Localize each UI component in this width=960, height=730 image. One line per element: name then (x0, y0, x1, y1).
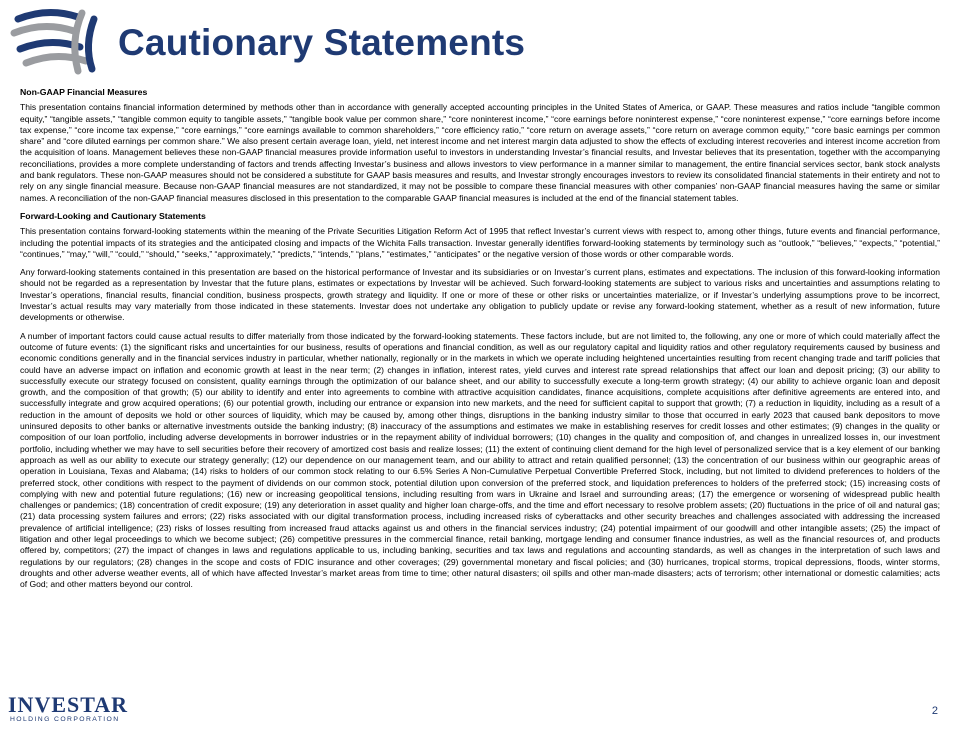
paragraph-non-gaap: This presentation contains financial information determined by methods other than in accordance with generally accepted accounting principles in the United States of America, or GAAP. These measures and ratios include “tangible common equity,” “tangible assets,” “tangible common equity to tangible assets,” “tangible book value per common share,” “core noninterest income,” “core earnings before noninterest expense,” “core noninterest expense,” “core earnings before income tax expense,” “core income tax expense,” “core earnings,” “core earnings available to common shareholders,” “core efficiency ratio,” “core return on average assets,” “core return on average common equity,” “core basic earnings per common share” and “core diluted earnings per common share.” We also present certain average loan, yield, net interest income and net interest margin data adjusted to show the effects of excluding interest recoveries and interest income accretion from the acquisition of loans. Management believes these non-GAAP financial measures provide information useful to investors in understanding Investar’s financial results, and Investar believes that its presentation, together with the accompanying reconciliations, provides a more complete understanding of factors and trends affecting Investar’s business and allows investors to view performance in a manner similar to management, the entire financial services sector, bank stock analysts and bank regulators. These non-GAAP measures should not be considered a substitute for GAAP basis measures and results, and Investar strongly encourages investors to review its consolidated financial statements in their entirety and not to rely on any single financial measure. Because non-GAAP financial measures are not standardized, it may not be possible to compare these financial measures with other companies’ non-GAAP financial measures having the same or similar names. A reconciliation of the non-GAAP financial measures disclosed in this presentation to the comparable GAAP financial measures is included at the end of the financial statement tables. (20, 102, 940, 203)
brand-subtitle: HOLDING CORPORATION (10, 716, 120, 723)
page-number: 2 (931, 705, 938, 717)
footer-brand-logo (8, 694, 128, 724)
slide-header (0, 0, 960, 80)
brand-name: INVESTAR (8, 692, 129, 717)
investar-logo-icon (8, 5, 108, 77)
paragraph-forward-looking-basis: Any forward-looking statements contained in this presentation are based on the historical performance of Investar and its subsidiaries or on Investar’s current plans, estimates and expectations. The inclusion of this forward-looking information should not be regarded as a representation by Investar that the future plans, estimates or expectations by Investar will be achieved. Such forward-looking statements are subject to various risks and uncertainties and assumptions relating to Investar’s operations, financial results, financial condition, business prospects, growth strategy and liquidity. If one or more of these or other risks or uncertainties materialize, or if Investar’s underlying assumptions prove to be incorrect, Investar’s actual results may vary materially from those indicated in these statements. Investar does not undertake any obligation to publicly update or revise any forward-looking statement, whether as a result of new information, future developments or otherwise. (20, 267, 940, 323)
paragraph-forward-looking-intro: This presentation contains forward-looking statements within the meaning of the Private Securities Litigation Reform Act of 1995 that reflect Investar’s current views with respect to, among other things, future events and financial performance, including the potential impacts of its strategies and the anticipated closing and impacts of the Wichita Falls transaction. Investar generally identifies forward-looking statements by terminology such as “outlook,” “believes,” “expects,” “potential,” “continues,” “may,” “will,” “could,” “should,” “seeks,” “approximately,” “predicts,” “intends,” “plans,” “estimates,” “anticipates” or the negative version of those words or other comparable words. (20, 226, 940, 259)
paragraph-risk-factors: A number of important factors could cause actual results to differ materially from those indicated by the forward-looking statements. These factors include, but are not limited to, the following, any one or more of which could materially affect the outcome of future events: (1) the significant risks and uncertainties for our business, results of operations and financial condition, as well as our regulatory capital and liquidity ratios and other regulatory requirements caused by business and economic conditions generally and in the financial services industry in particular, whether nationally, regionally or in the markets in which we operate including heightened uncertainties resulting from recent changing trade and tariff policies that could have an adverse impact on inflation and economic growth at least in the near term; (2) changes in inflation, interest rates, yield curves and interest rate spread relationships that affect our loan and deposit pricing; (3) our ability to successfully execute our strategy focused on consistent, quality earnings through the optimization of our balance sheet, and our ability to successfully execute a long-term growth strategy; (4) our ability to achieve organic loan and deposit growth, and the composition of that growth; (5) our ability to identify and enter into agreements to combine with attractive acquisition candidates, finance acquisitions, complete acquisitions after definitive agreements are entered into, and successfully integrate and grow acquired operations; (6) our potential growth, including our entrance or expansion into new markets, and the need for sufficient capital to support that growth; (7) a reduction in liquidity, including as a result of a reduction in the amount of deposits we hold or other sources of liquidity, which may be caused by, among other things, disruptions in the banking industry similar to those that occurred in early 2023 that caused bank depositors to move uninsured deposits to other banks or alternative investments outside the banking industry; (8) inaccuracy of the assumptions and estimates we make in establishing reserves for credit losses and other estimates; (9) changes in the quality or composition of our loan portfolio, including adverse developments in borrower industries or in the repayment ability of individual borrowers; (10) changes in the quality and composition of, and changes in unrealized losses in, our investment portfolio, including whether we may have to sell securities before their recovery of amortized cost basis and realize losses; (11) the extent of continuing client demand for the high level of personalized service that is a key element of our banking approach as well as our ability to execute our strategy generally; (12) our dependence on our management team, and our ability to attract and retain qualified personnel; (13) the concentration of our business within our geographic areas of operation in Louisiana, Texas and Alabama; (14) risks to holders of our common stock relating to our 6.5% Series A Non-Cumulative Perpetual Convertible Preferred Stock, including, but not limited to dividend preferences to holders of the preferred stock, other conditions with respect to the payment of dividends on our common stock, potential dilution upon conversion of the preferred stock, and liquidation preferences to holders of the preferred stock; (15) increasing costs of complying with new and potential future regulations; (16) new or increasing geopolitical tensions, including resulting from wars in Ukraine and Israel and surrounding areas; (17) the emergence or worsening of widespread public health challenges or pandemics; (18) concentration of credit exposure; (19) any deterioration in asset quality and higher loan charge-offs, and the time and effort necessary to resolve problem assets; (20) fluctuations in the price of oil and natural gas; (21) data processing system failures and errors; (22) risks associated with our digital transformation process, including increased risks of cyberattacks and other security breaches and challenges associated with addressing the increased prevalence of artificial intelligence; (23) risks of losses resulting from increased fraud attacks against us and others in the financial services industry; (24) potential impairment of our goodwill and other intangible assets; (25) the impact of litigation and other legal proceedings to which we become subject; (26) competitive pressures in the commercial finance, retail banking, mortgage lending and consumer finance industries, as well as the financial resources of, and products offered by, competitors; (27) the impact of changes in laws and regulations applicable to us, including banking, securities and tax laws and regulations and accounting standards, as well as changes in the interpretation of such laws and regulations by our regulators; (28) changes in the scope and costs of FDIC insurance and other coverages; (29) governmental monetary and fiscal policies; and (30) hurricanes, tropical storms, tropical depressions, floods, winter storms, droughts and other adverse weather events, all of which have affected Investar’s market areas from time to time; other natural disasters; oil spills and other man-made disasters; acts of terrorism; other international or domestic calamities; acts of God; and other matters beyond our control. (20, 330, 940, 590)
page-title: Cautionary Statements (118, 22, 526, 63)
disclaimer-body (20, 87, 940, 596)
section-heading-forward-looking: Forward-Looking and Cautionary Statements (20, 210, 206, 221)
section-heading-non-gaap: Non-GAAP Financial Measures (20, 87, 148, 97)
